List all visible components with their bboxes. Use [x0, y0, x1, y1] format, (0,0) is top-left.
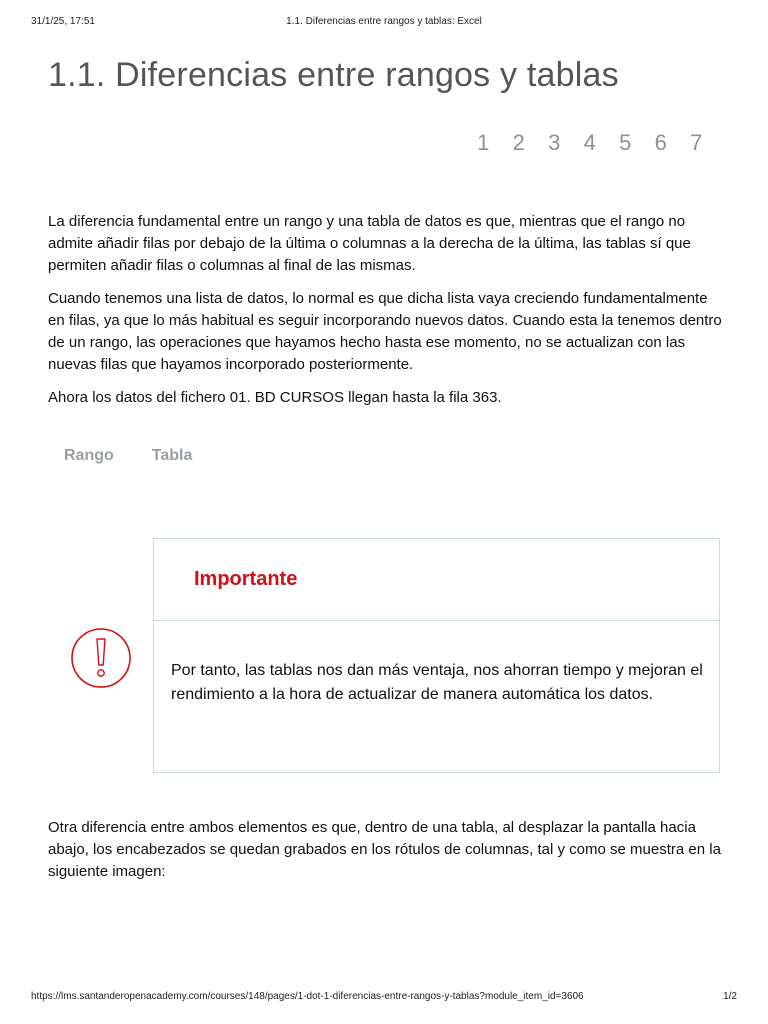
- print-footer: [31, 991, 737, 1005]
- page-link-2[interactable]: 2: [512, 130, 525, 155]
- page-link-6[interactable]: 6: [654, 130, 667, 155]
- print-doc-title: 1.1. Diferencias entre rangos y tablas: Excel: [286, 16, 482, 27]
- callout-body: Por tanto, las tablas nos dan más ventaja, nos ahorran tiempo y mejoran el rendimiento a la hora de actualizar de manera automática los datos.: [171, 662, 703, 703]
- paragraph-3: Ahora los datos del fichero 01. BD CURSOS llegan hasta la fila 363.: [48, 389, 502, 406]
- page-link-5[interactable]: 5: [619, 130, 632, 155]
- paragraph-2: Cuando tenemos una lista de datos, lo normal es que dicha lista vaya creciendo fundamentalmente en filas, ya que lo más habitual es seguir incorporando nuevos datos. Cuando esta la tenemos dentro de un rango, las operaciones que hayamos hecho hasta ese momento, no se actualizan con las nuevas filas que hayamos incorporado posteriormente.: [48, 290, 722, 373]
- page-link-1[interactable]: 1: [477, 130, 490, 155]
- page-link-3[interactable]: 3: [548, 130, 561, 155]
- callout-header: [154, 539, 719, 621]
- paragraph-4: Otra diferencia entre ambos elementos es que, dentro de una tabla, al desplazar la pantalla hacia abajo, los encabezados se quedan grabados en los rótulos de columnas, tal y como se muestra en la siguiente imagen:: [48, 819, 721, 880]
- print-url: https://lms.santanderopenacademy.com/courses/148/pages/1-dot-1-diferencias-entre-rangos-y-tablas?module_item_id=3606: [31, 991, 584, 1002]
- tab-rango[interactable]: Rango: [64, 447, 114, 464]
- paragraph-1: La diferencia fundamental entre un rango y una tabla de datos es que, mientras que el rango no admite añadir filas por debajo de la última o columnas a la derecha de la última, las tablas sí que permiten añadir filas o columnas al final de las mismas.: [48, 213, 691, 274]
- importante-callout: [153, 538, 720, 773]
- page-title: 1.1. Diferencias entre rangos y tablas: [48, 56, 619, 94]
- page-link-4[interactable]: 4: [583, 130, 596, 155]
- print-page-number: 1/2: [723, 991, 737, 1002]
- alert-exclamation-icon: [70, 627, 132, 689]
- tab-tabla[interactable]: Tabla: [151, 447, 193, 464]
- callout-title: Importante: [194, 568, 298, 590]
- page-pagination: [466, 130, 715, 156]
- intro-content: [48, 211, 728, 420]
- print-date: 31/1/25, 17:51: [31, 16, 95, 27]
- range-table-tabs: [64, 447, 192, 465]
- print-header: [31, 14, 737, 30]
- page-link-7[interactable]: 7: [690, 130, 703, 155]
- closing-content: [48, 817, 728, 894]
